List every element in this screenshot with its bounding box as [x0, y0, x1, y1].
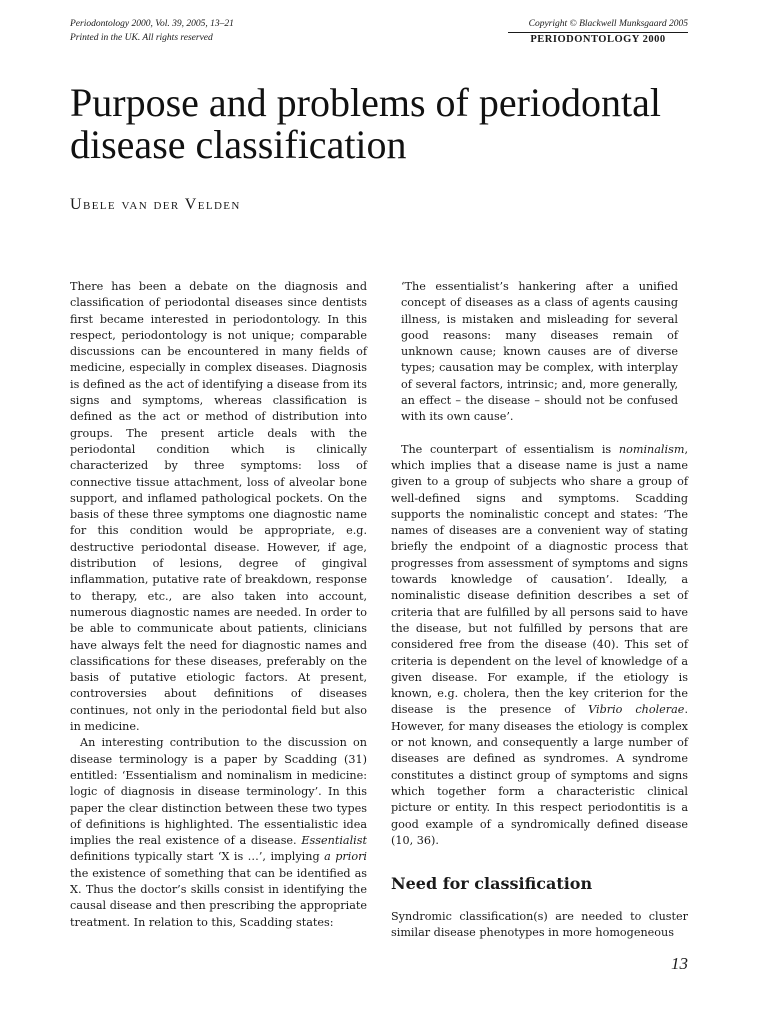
journal-citation: Periodontology 2000, Vol. 39, 2005, 13–21	[70, 19, 234, 29]
article-title: Purpose and problems of periodontal disease classification	[70, 80, 661, 167]
paragraph-nominalism: The counterpart of essentialism is nominalism, which implies that a disease name is just a name given to a group of subjects who share a group of well-defined signs and symptoms. Scadding supports the nominalistic concept and states: ‘The names of diseases are a convenient way of stating briefly the endpoint of a diagnostic process that progresses from assessment of symptoms and signs towards knowledge of causation’. Ideally, a nominalistic disease definition describes a set of criteria that are fulfilled by all persons said to have the disease, but not fulfilled by persons that are considered free from the disease (40). This set of criteria is dependent on the level of knowledge of a given disease. For example, if the etiology is known, e.g. cholera, then the key criterion for the disease is the presence of Vibrio cholerae. However, for many diseases the etiology is complex or not known, and consequently a large number of diseases are defined as syndromes. A syndrome constitutes a distinct group of symptoms and signs which together form a characteristic clinical picture or entity. In this respect periodontitis is a good example of a syndromically defined disease (10, 36).	[391, 442, 688, 847]
journal-name: PERIODONTOLOGY 2000	[508, 32, 688, 45]
paragraph-scadding: An interesting contribution to the discussion on disease terminology is a paper by Scadding (31) entitled: ‘Essentialism and nominalism in medicine: logic of diagnosis in disease terminology’. In this paper the clear distinction between these two types of definitions is highlighted. The essentialistic idea implies the real existence of a disease. Essentialist definitions typically start ‘X is …’, implying a priori the existence of something that can be identified as X. Thus the doctor’s skills consist in identifying the causal disease and then prescribing the appropriate treatment. In relation to this, Scadding states:	[70, 736, 367, 929]
page-number: 13	[671, 954, 688, 973]
right-column	[391, 279, 688, 942]
term-a-priori: a priori	[324, 850, 367, 864]
term-vibrio-cholerae: Vibrio cholerae	[588, 703, 685, 717]
article-author: Ubele van der Velden	[70, 196, 241, 213]
printing-notice: Printed in the UK. All rights reserved	[70, 33, 213, 43]
left-column	[70, 279, 367, 931]
paragraph-classification: Syndromic classification(s) are needed to cluster similar disease phenotypes in more homogeneous	[391, 910, 688, 940]
copyright-notice: Copyright © Blackwell Munksgaard 2005	[528, 19, 688, 29]
paragraph-intro: There has been a debate on the diagnosis and classification of periodontal diseases since dentists first became interested in periodontology. In this respect, periodontology is not unique; comparable discussions can be encountered in many fields of medicine, especially in complex diseases. Diagnosis is defined as the act of identifying a disease from its signs and symptoms, whereas classification is defined as the act or method of distribution into groups. The present article deals with the periodontal condition which is clinically characterized by three symptoms: loss of connective tissue attachment, loss of alveolar bone support, and inflamed pathological pockets. On the basis of these three symptoms one diagnostic name for this condition would be appropriate, e.g. destructive periodontal disease. However, if age, distribution of lesions, degree of gingival inflammation, putative rate of breakdown, response to therapy, etc., are also taken into account, numerous diagnostic names are needed. In order to be able to communicate about patients, clinicians have always felt the need for diagnostic names and classifications for these diseases, preferably on the basis of putative etiologic factors. At present, controversies about definitions of diseases continues, not only in the periodontal field but also in medicine.	[70, 280, 367, 734]
running-header-left	[70, 17, 234, 45]
block-quote: ‘The essentialist’s hankering after a unified concept of diseases as a class of agents causing illness, is mistaken and misleading for several good reasons: many diseases remain of unknown cause; known causes are of diverse types; causation may be complex, with interplay of several factors, intrinsic; and, more generally, an effect – the disease – should not be confused with its own cause’.	[401, 280, 678, 424]
term-nominalism: nominalism	[618, 442, 685, 456]
section-heading: Need for classification	[391, 874, 593, 894]
term-essentialist: Essentialist	[301, 834, 367, 848]
running-header-right	[508, 17, 688, 45]
